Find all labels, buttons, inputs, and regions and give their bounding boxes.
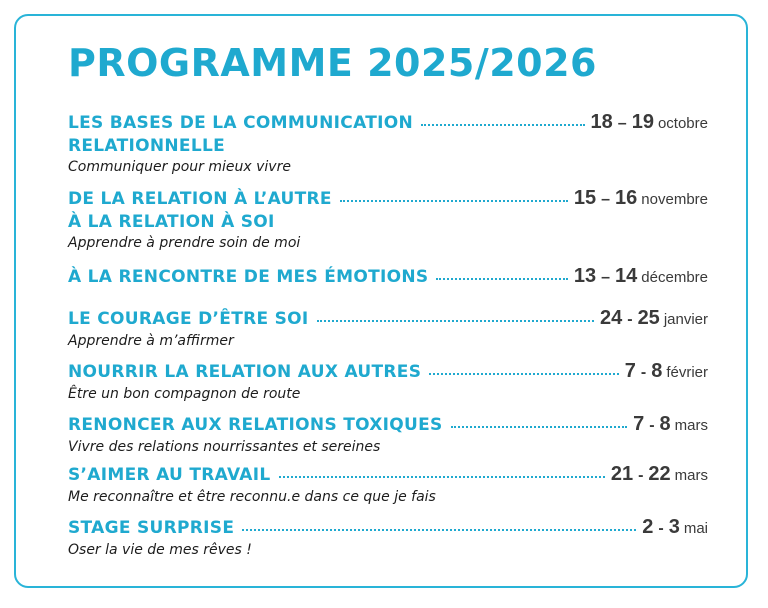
programme-entry — [68, 360, 708, 404]
date-separator: – — [601, 269, 611, 286]
programme-entry — [68, 265, 708, 289]
dotted-leader — [340, 200, 568, 202]
entry-heading-row — [68, 111, 708, 135]
event-title: DE LA RELATION À L’AUTRE — [68, 189, 332, 209]
date-end: 19 — [631, 111, 654, 133]
event-subtitle: Oser la vie de mes rêves ! — [68, 542, 252, 558]
date-end: 16 — [615, 187, 638, 209]
entry-heading-row — [68, 360, 708, 384]
event-dates — [611, 463, 708, 487]
dotted-leader — [279, 476, 605, 478]
event-title-line2: À LA RELATION À SOI — [68, 212, 275, 232]
date-start: 24 — [599, 307, 623, 329]
event-title: S’AIMER AU TRAVAIL — [68, 465, 271, 485]
programme-entry — [68, 111, 708, 177]
event-dates — [633, 413, 708, 437]
entry-heading-row — [68, 265, 708, 289]
date-end: 3 — [668, 516, 680, 538]
dotted-leader — [421, 124, 585, 126]
date-separator: - — [658, 520, 664, 537]
date-month: janvier — [663, 311, 708, 328]
date-start: 2 — [642, 516, 654, 538]
date-end: 8 — [651, 360, 663, 382]
date-separator: – — [601, 191, 611, 208]
event-dates — [600, 307, 708, 331]
event-subtitle: Vivre des relations nourrissantes et sereines — [68, 439, 381, 455]
dotted-leader — [451, 426, 627, 428]
date-separator: – — [617, 115, 627, 132]
event-dates — [642, 516, 708, 540]
date-separator: - — [627, 311, 633, 328]
event-subtitle: Apprendre à m’affirmer — [68, 333, 234, 349]
date-end: 8 — [659, 413, 671, 435]
date-start: 18 — [590, 111, 613, 133]
date-month: mars — [674, 417, 708, 434]
date-separator: - — [640, 364, 647, 381]
programme-entry — [68, 516, 708, 560]
entry-heading-row — [68, 187, 708, 211]
event-dates — [574, 265, 708, 289]
date-month: mai — [683, 520, 708, 537]
date-separator: - — [638, 467, 644, 484]
dotted-leader — [317, 320, 594, 322]
date-end: 25 — [637, 307, 660, 329]
event-title: LES BASES DE LA COMMUNICATION — [68, 113, 414, 133]
event-dates — [574, 187, 708, 211]
event-dates — [625, 360, 708, 384]
event-subtitle: Me reconnaître et être reconnu.e dans ce que je fais — [68, 489, 436, 505]
entry-heading-row — [68, 307, 708, 331]
event-subtitle: Être un bon compagnon de route — [68, 386, 301, 402]
event-subtitle: Apprendre à prendre soin de moi — [68, 235, 301, 251]
entry-heading-row — [68, 516, 708, 540]
event-dates — [591, 111, 708, 135]
event-title-line2: RELATIONNELLE — [68, 136, 225, 156]
dotted-leader — [436, 278, 567, 280]
date-start: 7 — [624, 360, 636, 382]
date-end: 14 — [615, 265, 638, 287]
date-month: octobre — [657, 115, 708, 132]
date-month: février — [666, 364, 708, 381]
programme-entry — [68, 187, 708, 253]
programme-entry — [68, 307, 708, 351]
date-month: novembre — [641, 191, 708, 208]
date-start: 15 — [573, 187, 597, 209]
dotted-leader — [242, 529, 636, 531]
programme-entry — [68, 463, 708, 507]
entry-heading-row — [68, 463, 708, 487]
programme-entry — [68, 413, 708, 457]
date-start: 7 — [633, 413, 645, 435]
date-separator: - — [649, 417, 655, 434]
event-title: À LA RENCONTRE DE MES ÉMOTIONS — [68, 267, 429, 287]
event-title: LE COURAGE D’ÊTRE SOI — [68, 309, 309, 329]
event-subtitle: Communiquer pour mieux vivre — [68, 159, 291, 175]
page-title: PROGRAMME 2025/2026 — [68, 41, 597, 85]
event-title: NOURRIR LA RELATION AUX AUTRES — [68, 362, 422, 382]
date-start: 21 — [610, 463, 634, 485]
date-start: 13 — [573, 265, 597, 287]
entry-heading-row — [68, 413, 708, 437]
event-title: RENONCER AUX RELATIONS TOXIQUES — [68, 415, 443, 435]
date-month: décembre — [641, 269, 708, 286]
dotted-leader — [429, 373, 618, 375]
date-end: 22 — [648, 463, 671, 485]
event-title: STAGE SURPRISE — [68, 518, 235, 538]
date-month: mars — [674, 467, 708, 484]
